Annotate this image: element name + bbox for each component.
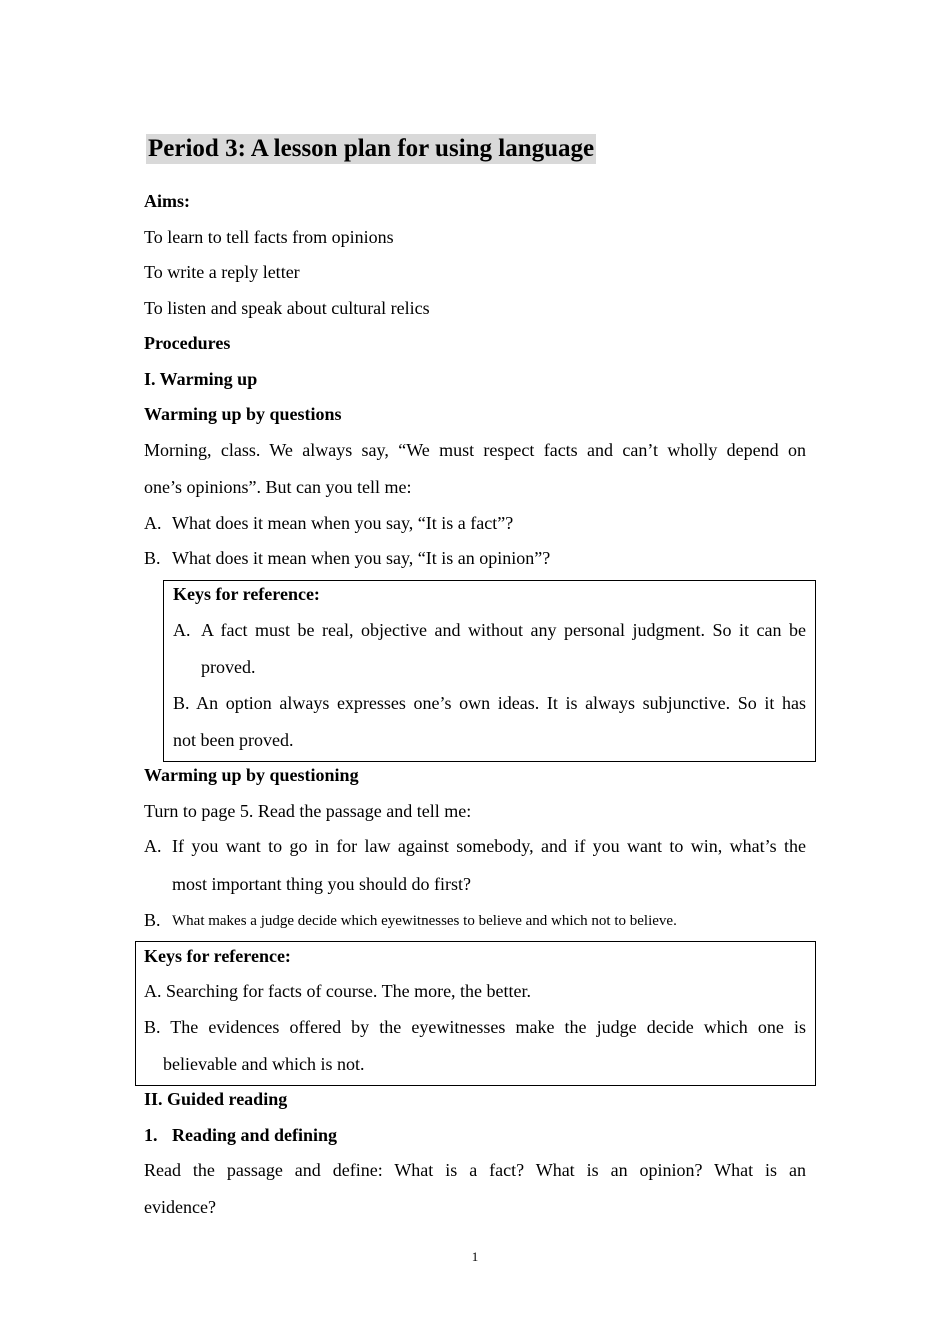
aim-item: To listen and speak about cultural relics bbox=[144, 298, 430, 318]
key-text: A. Searching for facts of course. The more, the better. bbox=[144, 981, 532, 1001]
question-label: A. bbox=[144, 836, 162, 856]
section-1-heading: I. Warming up bbox=[144, 369, 258, 389]
question-text: What makes a judge decide which eyewitnesses to believe and which not to believe. bbox=[172, 913, 677, 929]
subsection-heading: Warming up by questioning bbox=[144, 765, 359, 785]
question-text: most important thing you should do first? bbox=[172, 874, 471, 894]
subsection-heading: Reading and defining bbox=[172, 1125, 338, 1145]
key-text: B. The evidences offered by the eyewitnesses make the judge decide which one is bbox=[144, 1017, 806, 1037]
key-text: A fact must be real, objective and without any personal judgment. So it can be bbox=[201, 620, 806, 640]
paragraph-line: Turn to page 5. Read the passage and tell me: bbox=[144, 801, 472, 821]
paragraph-line: evidence? bbox=[144, 1197, 216, 1217]
subsection-heading: Warming up by questions bbox=[144, 404, 342, 424]
question-label: B. bbox=[144, 548, 161, 568]
keys-heading: Keys for reference: bbox=[144, 946, 291, 966]
paragraph-line: one’s opinions”. But can you tell me: bbox=[144, 477, 412, 497]
question-text: What does it mean when you say, “It is an opinion”? bbox=[172, 548, 551, 568]
page-number: 1 bbox=[471, 1249, 479, 1264]
section-2-heading: II. Guided reading bbox=[144, 1089, 288, 1109]
question-label: A. bbox=[144, 513, 162, 533]
key-text: believable and which is not. bbox=[163, 1054, 365, 1074]
paragraph-line: Morning, class. We always say, “We must respect facts and can’t wholly depend on bbox=[144, 440, 806, 460]
question-label: B. bbox=[144, 910, 161, 930]
question-text: What does it mean when you say, “It is a fact”? bbox=[172, 513, 514, 533]
aim-item: To learn to tell facts from opinions bbox=[144, 227, 394, 247]
key-text: B. An option always expresses one’s own ideas. It is always subjunctive. So it has bbox=[173, 693, 806, 713]
keys-heading: Keys for reference: bbox=[173, 584, 320, 604]
aims-heading: Aims: bbox=[144, 191, 190, 211]
question-text: If you want to go in for law against somebody, and if you want to win, what’s the bbox=[172, 836, 806, 856]
key-text: proved. bbox=[201, 657, 256, 677]
aim-item: To write a reply letter bbox=[144, 262, 300, 282]
key-text: not been proved. bbox=[173, 730, 294, 750]
page-title: Period 3: A lesson plan for using language bbox=[148, 135, 595, 162]
procedures-heading: Procedures bbox=[144, 333, 231, 353]
key-label: A. bbox=[173, 620, 191, 640]
subsection-label: 1. bbox=[144, 1125, 158, 1145]
paragraph-line: Read the passage and define: What is a fact? What is an opinion? What is an bbox=[144, 1160, 806, 1180]
